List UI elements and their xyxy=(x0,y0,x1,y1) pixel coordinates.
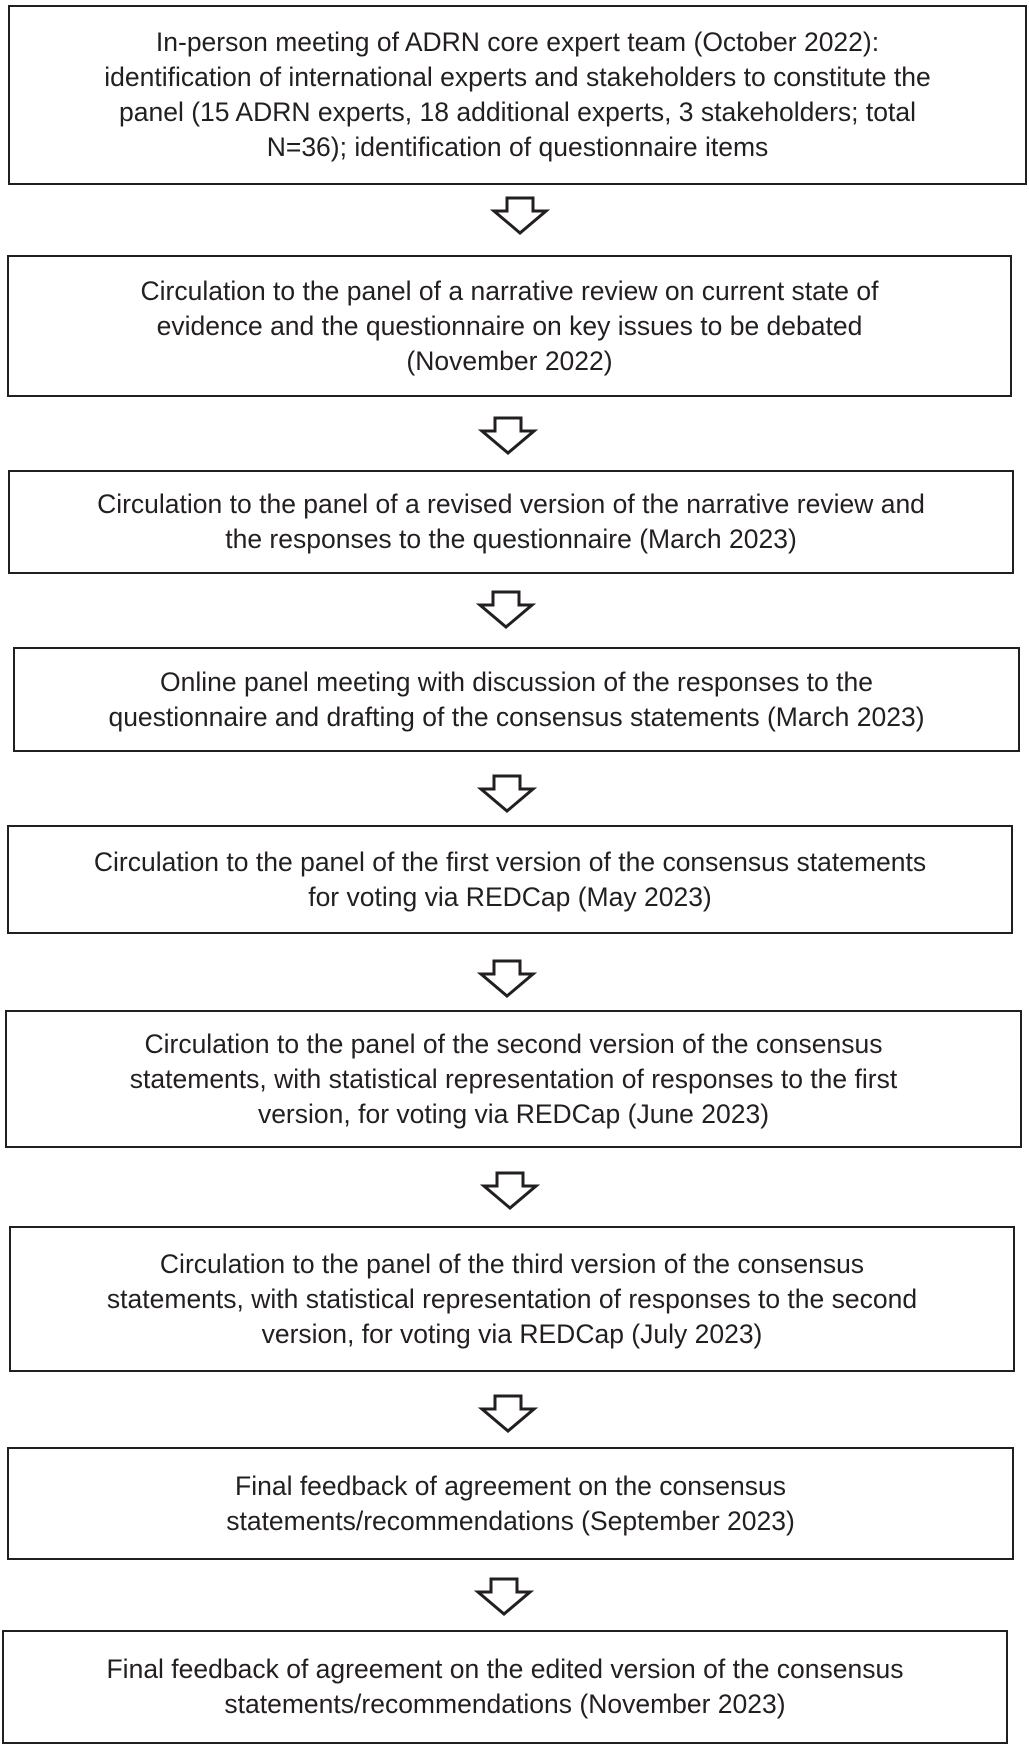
flow-step-2 xyxy=(7,255,1012,397)
down-arrow-icon xyxy=(476,590,536,630)
down-arrow-icon xyxy=(474,1577,534,1617)
down-arrow-icon xyxy=(490,196,550,236)
down-arrow-icon xyxy=(478,416,538,456)
flow-step-1-text: In-person meeting of ADRN core expert team (October 2022): identification of international experts and stakeholders to constitute the panel (15 ADRN experts, 18 additional experts, 3 stakeholders; total N=36); identification of questionnaire items xyxy=(104,27,931,162)
flow-step-5-text: Circulation to the panel of the first version of the consensus statements for voting via REDCap (May 2023) xyxy=(93,846,927,912)
flow-step-1 xyxy=(8,5,1027,185)
flow-step-9-text: Final feedback of agreement on the edited version of the consensus statements/recommendations (November 2023) xyxy=(106,1654,904,1719)
down-arrow-icon xyxy=(478,1394,538,1434)
flow-step-7 xyxy=(9,1226,1015,1372)
flow-step-6-text: Circulation to the panel of the second version of the consensus statements, with statistical representation of responses to the first version, for voting via REDCap (June 2023) xyxy=(129,1028,898,1129)
flow-step-4-text: Online panel meeting with discussion of the responses to the questionnaire and drafting of the consensus statements (March 2023) xyxy=(108,666,925,732)
flow-step-6 xyxy=(5,1010,1022,1148)
down-arrow-icon xyxy=(477,774,537,814)
flow-step-7-text: Circulation to the panel of the third version of the consensus statements, with statistical representation of responses to the second version, for voting via REDCap (July 2023) xyxy=(106,1248,918,1349)
flow-step-3 xyxy=(8,470,1014,574)
flow-step-3-text: Circulation to the panel of a revised version of the narrative review and the responses to the questionnaire (March 2023) xyxy=(97,489,925,554)
flow-step-8-text: Final feedback of agreement on the consensus statements/recommendations (September 2023) xyxy=(226,1470,795,1536)
down-arrow-icon xyxy=(480,1171,540,1211)
flow-step-2-text: Circulation to the panel of a narrative review on current state of evidence and the questionnaire on key issues to be debated (November 2022) xyxy=(140,275,879,376)
flow-step-9 xyxy=(2,1630,1008,1744)
flow-step-4 xyxy=(13,647,1020,752)
down-arrow-icon xyxy=(477,959,537,999)
flow-step-5 xyxy=(7,825,1013,934)
flow-step-8 xyxy=(7,1447,1014,1560)
